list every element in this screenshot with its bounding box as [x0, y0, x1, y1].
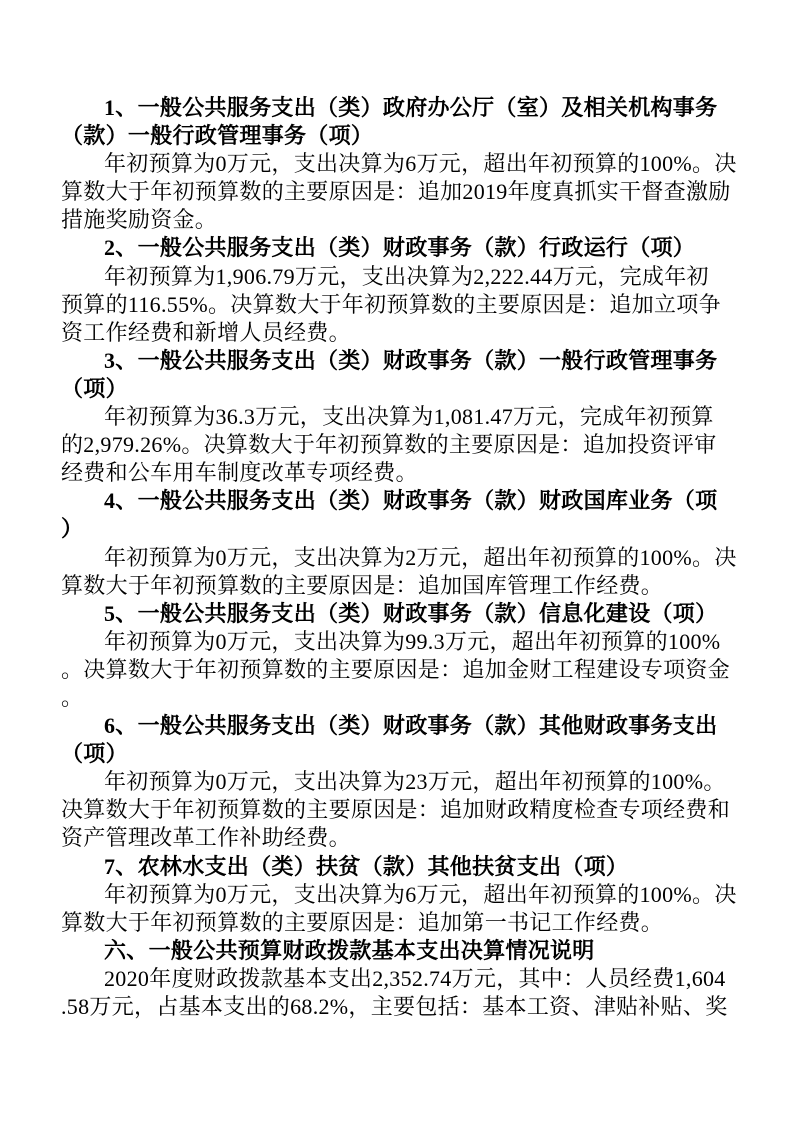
paragraph-line: 。	[61, 684, 84, 710]
paragraph-line: 的2,979.26%。决算数大于年初预算数的主要原因是：追加投资评审	[61, 432, 717, 458]
paragraph-line: 2020年度财政拨款基本支出2,352.74万元，其中：人员经费1,604	[104, 965, 726, 991]
paragraph-line: 年初预算为1,906.79万元，支出决算为2,222.44万元，完成年初	[104, 263, 709, 289]
heading-line: （项）	[61, 375, 128, 401]
paragraph-line: 年初预算为0万元，支出决算为6万元，超出年初预算的100%。决	[104, 151, 737, 177]
document-body	[61, 94, 737, 1021]
paragraph-line: 年初预算为0万元，支出决算为23万元，超出年初预算的100%。	[104, 769, 726, 795]
paragraph-line: 算数大于年初预算数的主要原因是：追加第一书记工作经费。	[61, 909, 664, 935]
heading-line: （项）	[61, 741, 128, 767]
heading-line: 7、农林水支出（类）扶贫（款）其他扶贫支出（项）	[104, 853, 629, 879]
paragraph-line: 措施奖励资金。	[61, 207, 218, 233]
paragraph-line: 年初预算为0万元，支出决算为6万元，超出年初预算的100%。决	[104, 881, 737, 907]
paragraph-line: .58万元，占基本支出的68.2%，主要包括：基本工资、津贴补贴、奖	[61, 994, 728, 1019]
paragraph-line: 资产管理改革工作补助经费。	[61, 825, 351, 851]
paragraph-line: 资工作经费和新增人员经费。	[61, 319, 351, 345]
heading-line: ）	[61, 516, 84, 542]
heading-line: 4、一般公共服务支出（类）财政事务（款）财政国库业务（项	[104, 488, 718, 514]
paragraph-line: 算数大于年初预算数的主要原因是：追加2019年度真抓实干督查激励	[61, 179, 731, 205]
paragraph-line: 年初预算为0万元，支出决算为2万元，超出年初预算的100%。决	[104, 544, 737, 570]
heading-line: 六、一般公共预算财政拨款基本支出决算情况说明	[104, 937, 595, 963]
paragraph-line: 决算数大于年初预算数的主要原因是：追加财政精度检查专项经费和	[61, 797, 731, 823]
paragraph-line: 年初预算为0万元，支出决算为99.3万元，超出年初预算的100%	[104, 628, 721, 654]
paragraph-line: 预算的116.55%。决算数大于年初预算数的主要原因是：追加立项争	[61, 291, 721, 317]
paragraph-line: 年初预算为36.3万元，支出决算为1,081.47万元，完成年初预算	[104, 404, 714, 430]
paragraph-line: 。决算数大于年初预算数的主要原因是：追加金财工程建设专项资金	[61, 656, 731, 682]
paragraph-line: 经费和公车用车制度改革专项经费。	[61, 460, 418, 486]
heading-line: 5、一般公共服务支出（类）财政事务（款）信息化建设（项）	[104, 600, 718, 626]
heading-line: 3、一般公共服务支出（类）财政事务（款）一般行政管理事务	[104, 347, 718, 373]
heading-line: 6、一般公共服务支出（类）财政事务（款）其他财政事务支出	[104, 713, 718, 739]
heading-line: （款）一般行政管理事务（项）	[61, 123, 374, 149]
heading-line: 2、一般公共服务支出（类）财政事务（款）行政运行（项）	[104, 235, 696, 261]
paragraph-line: 算数大于年初预算数的主要原因是：追加国库管理工作经费。	[61, 572, 664, 598]
heading-line: 1、一般公共服务支出（类）政府办公厅（室）及相关机构事务	[104, 95, 718, 120]
